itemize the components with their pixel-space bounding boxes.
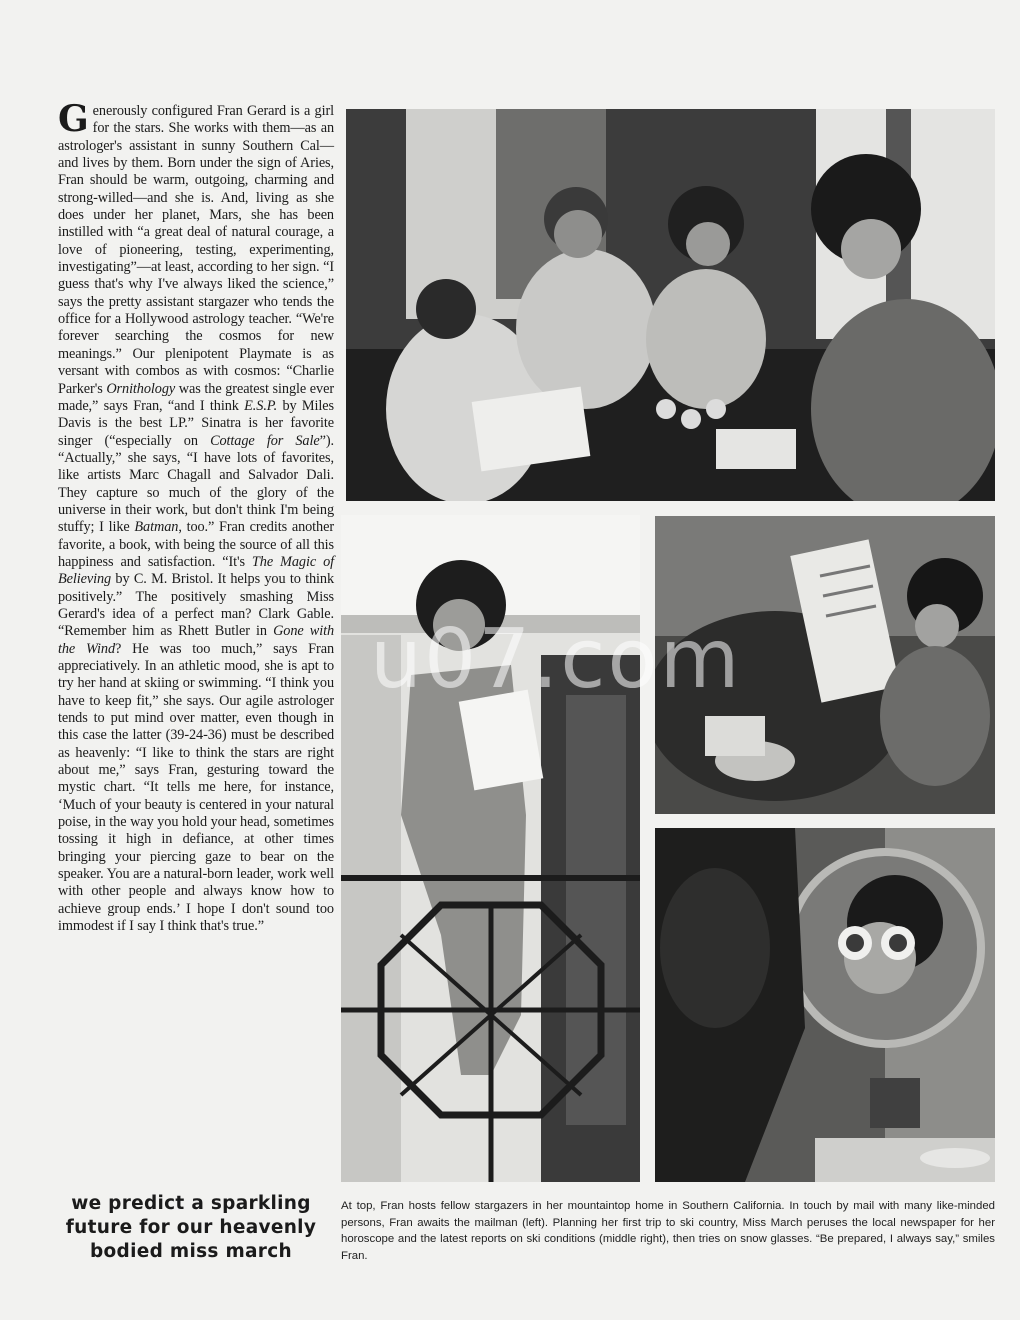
headline-line-3: bodied miss march [90, 1241, 292, 1262]
article-text: by C. M. Bristol. It helps you to think positively.” The positively smashing Miss Gerard's idea of a perfect man? Clark Gable. “Remember him as Rhett Butler in [58, 571, 334, 640]
article-text: enerously configured Fran Gerard is a girl for the stars. She works with them—as an astrologer's assistant in sunny Southern Cal—and lives by them. Born under the sign of Aries, Fran should be warm, outgoing, charming and strong-willed—and she is. And, living as she does under her planet, Mars, she has been instilled with “a great deal of natural courage, a love of pioneering, testing, experimenting, investigating”—at least, according to her sign. “I guess that's why I've always liked the science,” says the pretty assistant stargazer who tends the office for a Hollywood astrology teacher. “We're forever searching the cosmos for new meanings.” Our plenipotent Playmate is as versant with combos as with cosmos: “Charlie Parker's [58, 103, 334, 397]
drop-cap: G [58, 98, 89, 140]
article-text: ? He was too much,” says Fran appreciatively. In an athletic mood, she is apt to try her hand at skiing or swimming. “I think you have to keep fit,” she says. Our agile astrologer tends to put mind over matter, even though in this case the latter (39-24-36) must be described as heavenly: “I like to think the stars are right about me,” says Fran, gesturing toward the mystic chart. “It tells me here, for instance, ‘Much of your beauty is centered in your natural poise, in the way you hold your head, sometimes tossing it high in defiance, at other times bringing your piercing gaze to bear on the speaker. You are a natural-born leader, work well with other people and always know how to achieve group ends.’ I hope I don't sound too immodest if I say I think that's true.” [58, 640, 334, 935]
photo-mirror-image [655, 828, 995, 1182]
title-cottage: Cottage for Sale [210, 432, 320, 449]
title-esp: E.S.P. [244, 397, 278, 414]
article-body [58, 98, 335, 936]
photo-newspaper-reading [655, 516, 995, 814]
headline-line-2: future for our heavenly [65, 1217, 317, 1238]
photo-snow-glasses-mirror [655, 828, 995, 1182]
title-ornithology: Ornithology [106, 380, 176, 397]
photo-balcony-image [341, 515, 640, 1182]
watermark-text: u07.com [370, 612, 742, 707]
article-text: ”). “Actually,” she says, “I have lots of favorites, like artists Marc Chagall and Salvador Dali. They capture so much of the glory of the universe in their work, but don't think I'm being stuffy; I like [58, 432, 334, 536]
title-gone-wind: Gone with the Wind [58, 623, 334, 657]
title-magic: The Magic of Believing [58, 553, 335, 588]
photo-balcony-mailman [341, 515, 640, 1182]
photo-stargazers-image [346, 109, 995, 501]
article-paragraph [58, 98, 335, 936]
article-text: , too.” Fran credits another favorite, a book, with being the source of all this happiness and satisfaction. “It's [58, 519, 334, 570]
headline [44, 1192, 338, 1264]
title-batman: Batman [134, 519, 179, 536]
photo-caption: At top, Fran hosts fellow stargazers in her mountaintop home in Southern California. In touch by mail with many like-minded persons, Fran awaits the mailman (left). Planning her first trip to ski country, Miss March peruses the local newspaper for her horoscope and the latest reports on ski conditions (middle right), then tries on snow glasses. “Be prepared, I always say,” smiles Fran. [341, 1200, 995, 1262]
headline-line-1: we predict a sparkling [71, 1193, 311, 1214]
article-text: by Miles Davis is the best LP.” Sinatra is her favorite singer (“especially on [58, 397, 334, 449]
photo-newspaper-image [655, 516, 995, 814]
article-text: was the greatest single ever made,” says Fran, “and I think [58, 380, 334, 414]
photo-stargazers-gathering [346, 109, 995, 501]
